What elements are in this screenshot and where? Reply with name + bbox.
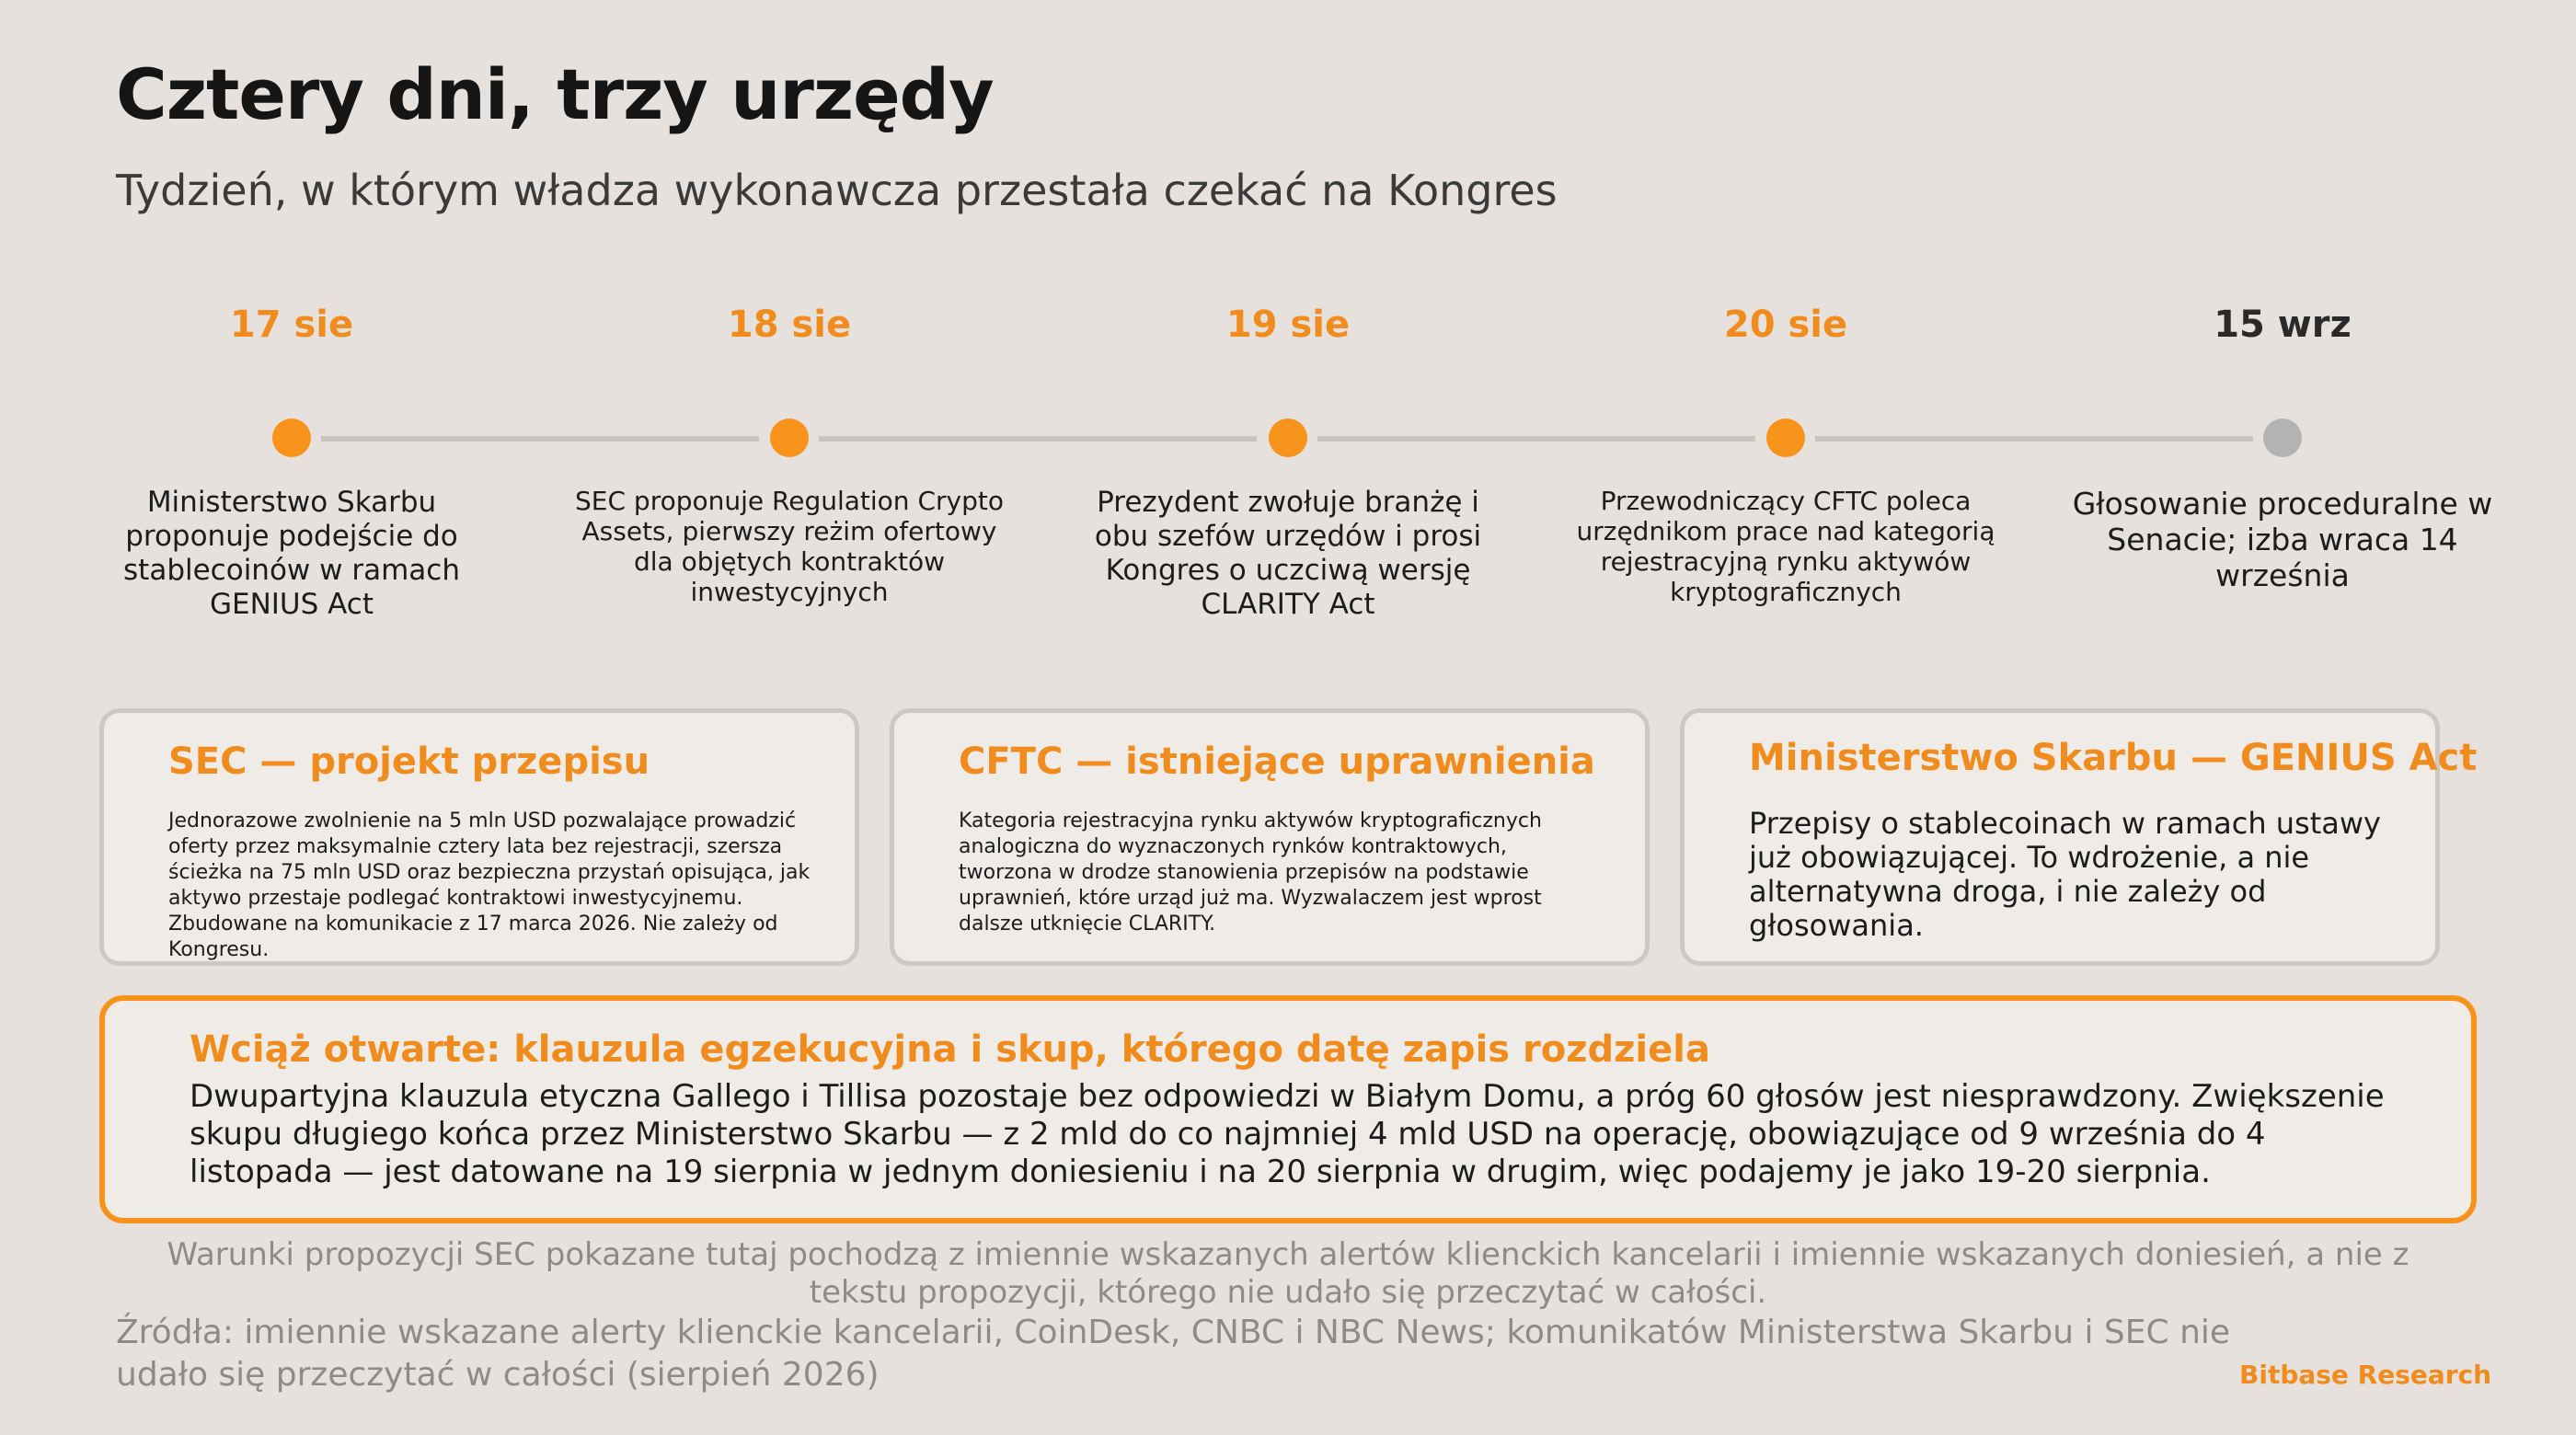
brand-label: Bitbase Research [2239,1360,2492,1390]
open-issue-box [99,995,2477,1223]
sources: Źródła: imiennie wskazane alerty klienckie kancelarii, CoinDesk, CNBC i NBC News; komunikatów Ministerstwa Skarbu i SEC nie udało się przeczytać w całości (sierpień 2026) [116,1314,2231,1394]
timeline-date: 15 wrz [2214,304,2352,346]
card-sec [99,708,859,966]
open-issue-title: Wciąż otwarte: klauzula egzekucyjna i skup, którego datę zapis rozdziela [190,1028,1710,1071]
timeline-description: Prezydent zwołuje branżę i obu szefów urzędów i prosi Kongres o uczciwą wersję CLARITY Act [1094,486,1482,621]
timeline-description: SEC proponuje Regulation Crypto Assets, pierwszy reżim ofertowy dla objętych kontraktów inwestycyjnych [575,486,1004,607]
timeline-date: 17 sie [229,304,354,346]
timeline-date: 20 sie [1723,304,1848,346]
timeline-date: 18 sie [727,304,852,346]
timeline-dot [272,419,311,457]
card-body: Jednorazowe zwolnienie na 5 mln USD pozwalające prowadzić oferty przez maksymalnie cztery lata bez rejestracji, szersza ścieżka na 75 mln USD oraz bezpieczna przystań opisująca, jak aktywo przestaje podlegać kontraktowi inwestycyjnemu. Zbudowane na komunikacie z 17 marca 2026. Nie zależy od Kongresu. [168,809,811,961]
timeline-date: 19 sie [1225,304,1351,346]
open-issue-body: Dwupartyjna klauzula etyczna Gallego i Tillisa pozostaje bez odpowiedzi w Białym Domu, a próg 60 głosów jest niesprawdzony. Zwiększenie skupu długiego końca przez Ministerstwo Skarbu — z 2 mld do co najmniej 4 mld USD na operację, obowiązujące od 9 września do 4 listopada — jest datowane na 19 sierpnia w jednym doniesieniu i na 20 sierpnia w drugim, więc podajemy je jako 19-20 sierpnia. [190,1078,2385,1190]
timeline-dot [1269,419,1307,457]
timeline-description: Głosowanie proceduralne w Senacie; izba wraca 14 września [2072,486,2493,593]
timeline-connector [1815,436,2253,442]
card-title: CFTC — istniejące uprawnienia [959,740,1595,783]
timeline-dot [1766,419,1805,457]
page-title: Cztery dni, trzy urzędy [116,53,994,135]
card-title: Ministerstwo Skarbu — GENIUS Act [1749,737,2478,779]
card-treasury [1680,708,2478,966]
card-cftc [890,708,1650,966]
timeline-connector [321,436,759,442]
card-title: SEC — projekt przepisu [168,740,650,783]
card-body: Przepisy o stablecoinach w ramach ustawy już obowiązującej. To wdrożenie, a nie alternatywna droga, i nie zależy od głosowania. [1749,806,2381,943]
timeline-description: Ministerstwo Skarbu proponuje podejście do stablecoinów w ramach GENIUS Act [123,486,460,621]
footnote: Warunki propozycji SEC pokazane tutaj pochodzą z imiennie wskazanych alertów klienckich kancelarii i imiennie wskazanych doniesień, a nie z tekstu propozycji, którego nie udało się przeczytać w całości. [167,1236,2409,1311]
timeline-connector [819,436,1257,442]
card-body: Kategoria rejestracyjna rynku aktywów kryptograficznych analogiczna do wyznaczonych rynków kontraktowych, tworzona w drodze stanowienia przepisów na podstawie uprawnień, które urząd już ma. Wyzwalaczem jest wprost dalsze utknięcie CLARITY. [959,809,1542,936]
timeline-description: Przewodniczący CFTC poleca urzędnikom prace nad kategorią rejestracyjną rynku aktywów kryptograficznych [1576,486,1995,607]
timeline-connector [1317,436,1755,442]
timeline-dot [770,419,809,457]
page-subtitle: Tydzień, w którym władza wykonawcza przestała czekać na Kongres [116,166,1558,215]
timeline-dot-pending [2263,419,2302,457]
